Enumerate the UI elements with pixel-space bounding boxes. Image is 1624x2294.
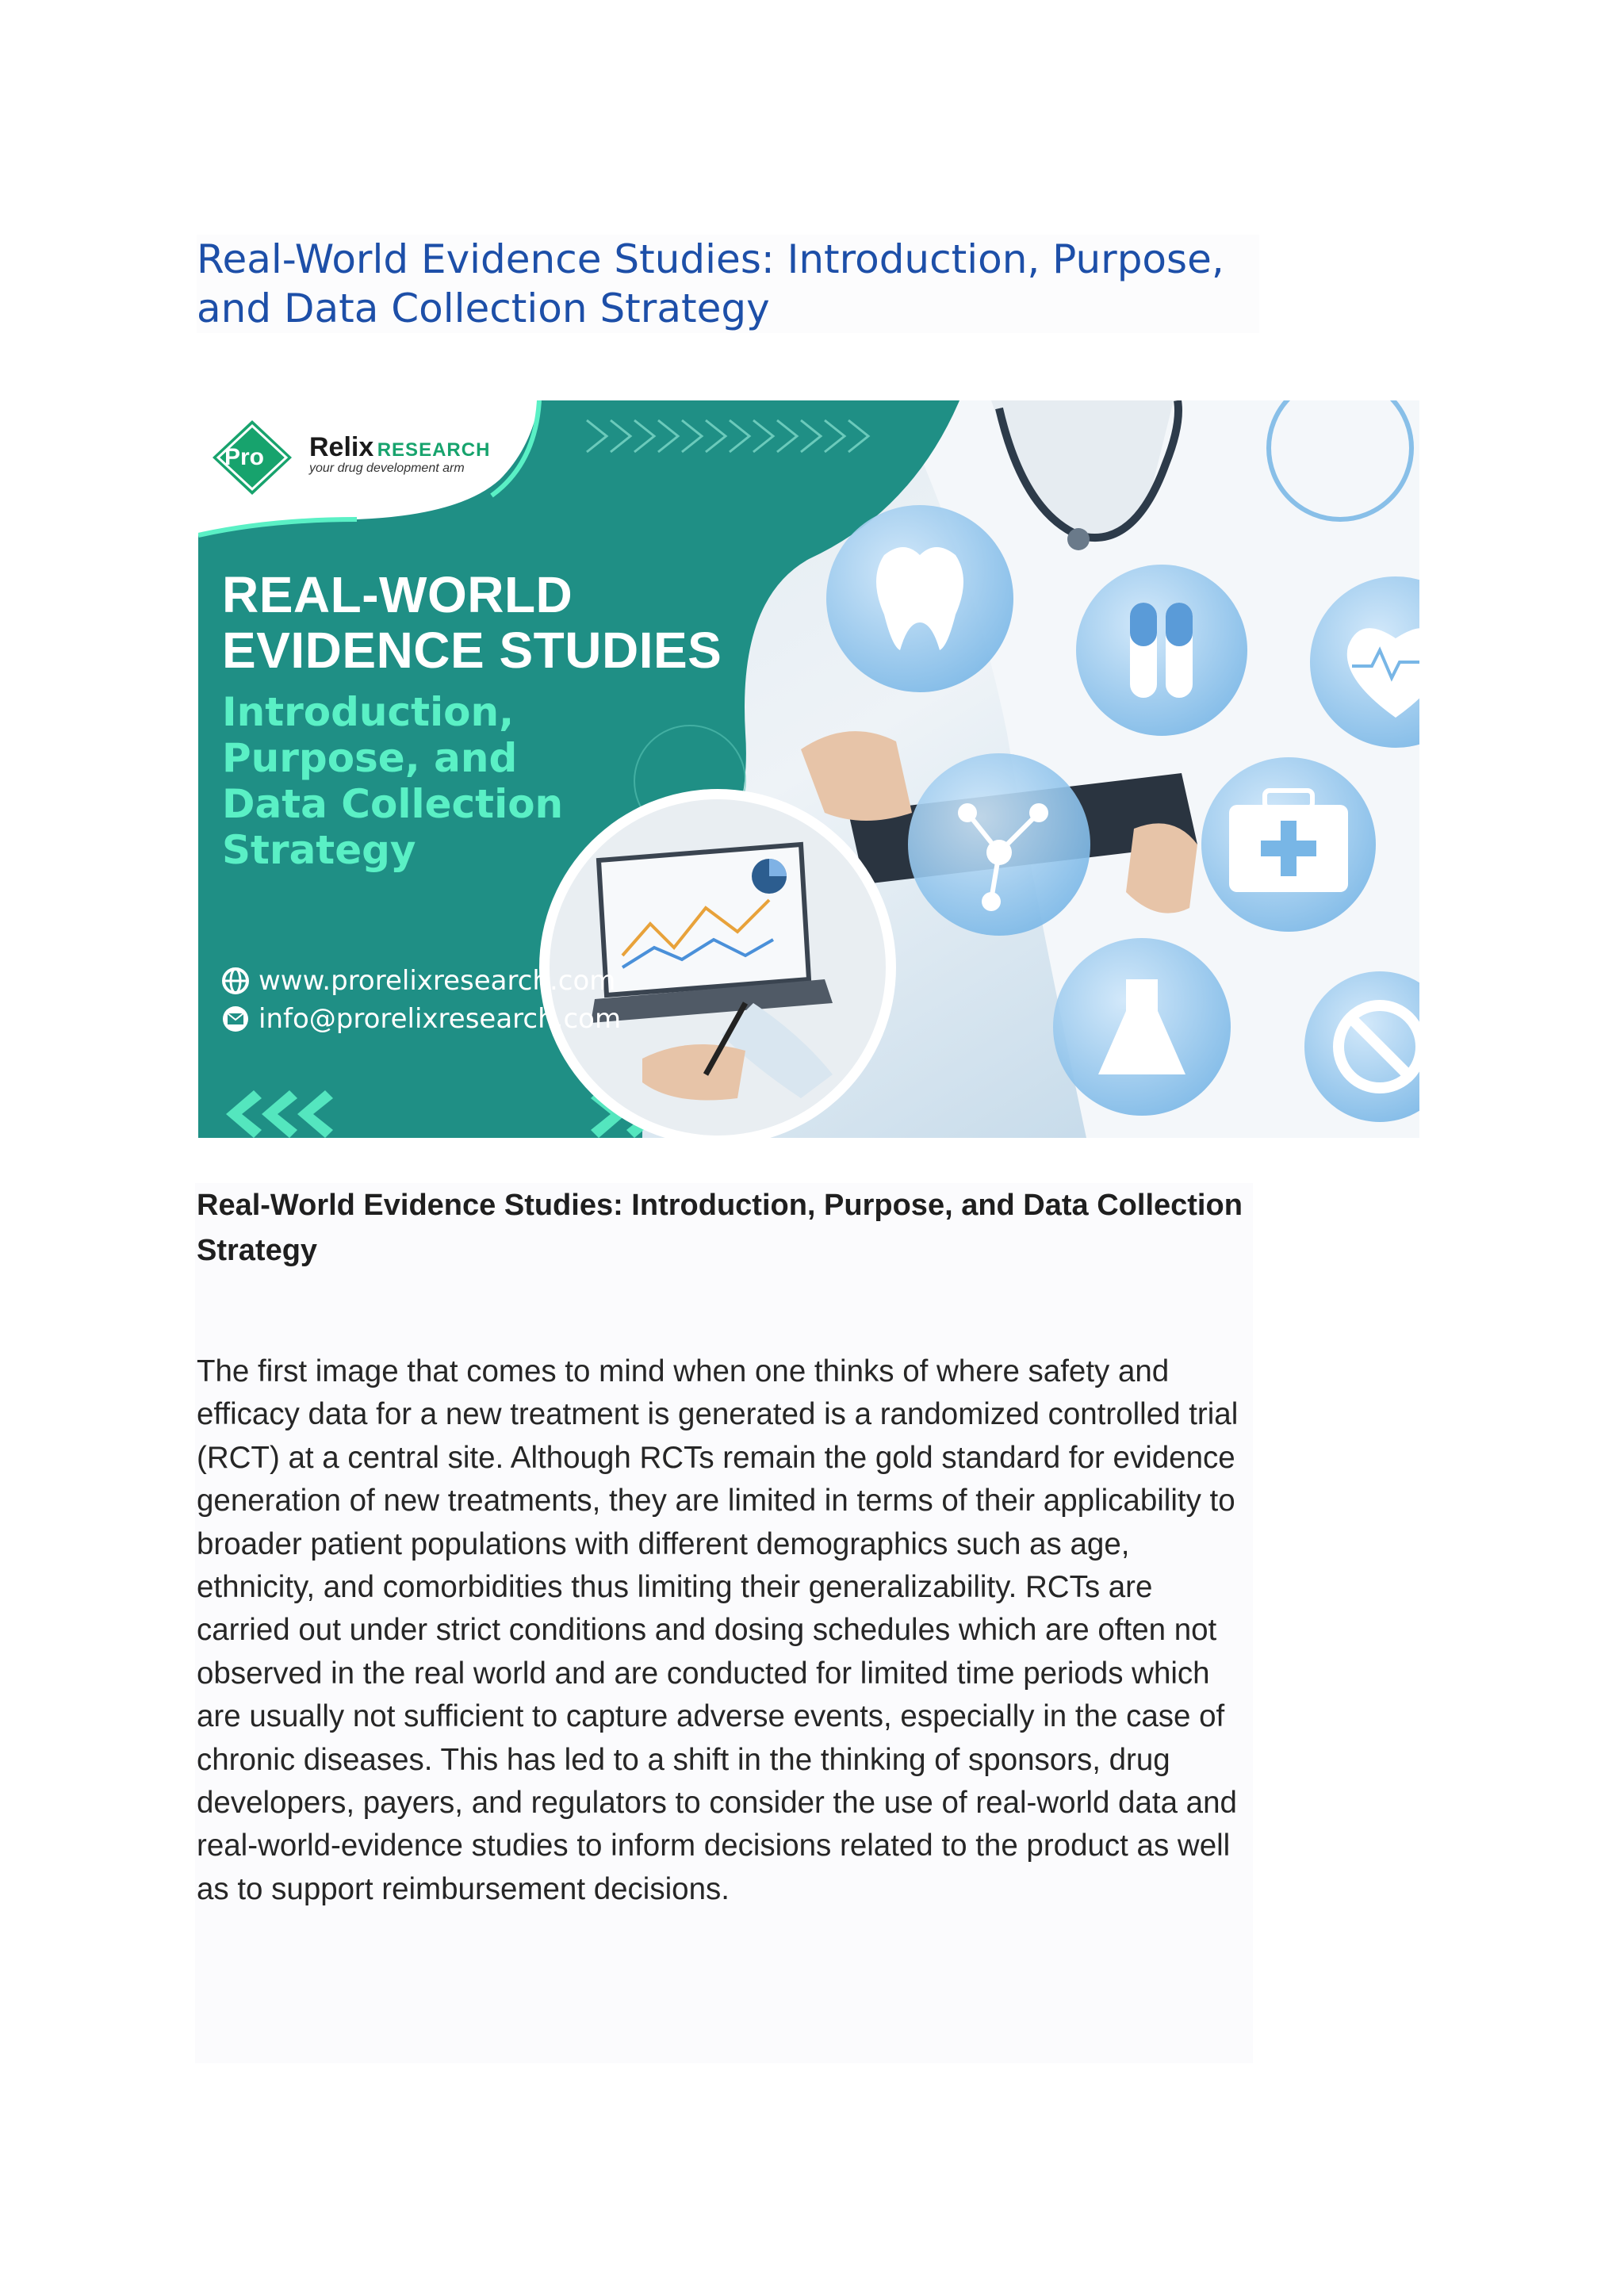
banner-headline-group [222,567,722,873]
tooth-icon [826,505,1013,692]
first-aid-kit-icon [1201,757,1376,932]
logo-pro-text: Pro [224,444,265,470]
molecule-icon [908,753,1090,936]
page-title: Real-World Evidence Studies: Introduction, Purpose, and Data Collection Strategy [197,235,1259,333]
article-heading: Real-World Evidence Studies: Introduction, Purpose, and Data Collection Strategy [197,1189,1243,1267]
banner-email: info@prorelixresearch.com [259,1003,622,1035]
flask-icon [1053,938,1231,1116]
banner-subheadline: Introduction, Purpose, and Data Collection Strategy [222,689,564,873]
banner-website: www.prorelixresearch.com [259,965,616,997]
logo-research-text: RESEARCH [377,439,491,461]
banner-headline-line2: EVIDENCE STUDIES [222,622,722,679]
banner-contact [222,962,621,1038]
logo-wordmark [309,432,490,476]
logo-tagline: your drug development arm [309,461,465,475]
capsule-icon [1076,565,1247,736]
article-body: The first image that comes to mind when one thinks of where safety and efficacy data for a new treatment is generated is a randomized controlled trial (RCT) at a central site. Although RCTs remain the gold standard for evidence generation of new treatments, they are limited in terms of their applicability to broader patient populations with different demographics such as age, ethnicity, and comorbidities thus limiting their generalizability. RCTs are carried out under strict conditions and dosing schedules which are often not observed in the real world and are conducted for limited time periods which are usually not sufficient to capture adverse events, especially in the case of chronic diseases. This has led to a shift in the thinking of sponsors, drug developers, payers, and regulators to consider the use of real-world data and real-world-evidence studies to inform decisions related to the product as well as to support reimbursement decisions. [197,1354,1239,1906]
logo-relix-text: Relix [309,432,374,462]
banner-headline-line1: REAL-WORLD [222,566,573,623]
hero-banner-image [198,400,1419,1138]
